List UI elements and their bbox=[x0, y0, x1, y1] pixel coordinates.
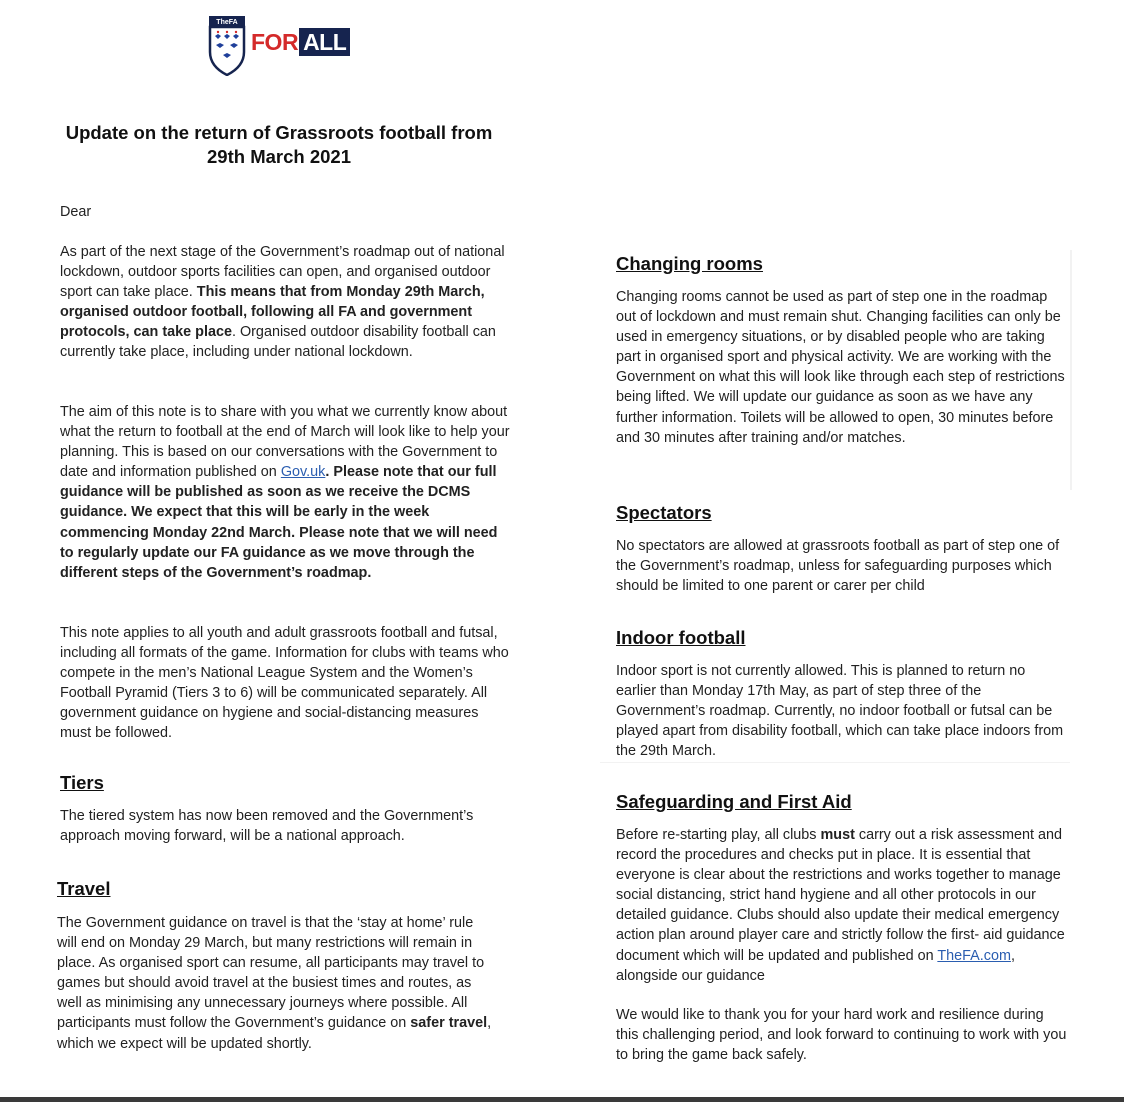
tiers-heading: Tiers bbox=[60, 772, 104, 793]
intro-paragraph-1: As part of the next stage of the Government’s roadmap out of national lockdown, outdoor sports facilities can open, and organised outdoor sport can take place. This means that from Monday 29th March, organised outdoor football, following all FA and government protocols, can take place. Organised outdoor disability football can currently take place, including under national lockdown. bbox=[60, 244, 505, 361]
intro-paragraph-3: This note applies to all youth and adult grassroots football and futsal, including all formats of the game. Information for clubs with teams who compete in the men’s National League System and the Women’s Football Pyramid (Tiers 3 to 6) will be communicated separately. All government guidance on hygiene and social-distancing measures must be followed. bbox=[60, 625, 509, 742]
spectators-heading: Spectators bbox=[616, 502, 712, 523]
redacted-name bbox=[95, 205, 151, 219]
bottom-edge bbox=[0, 1097, 1124, 1102]
fa-for-all-logo bbox=[207, 16, 357, 76]
scan-artifact bbox=[600, 762, 1070, 763]
changing-rooms-heading: Changing rooms bbox=[616, 253, 763, 274]
changing-rooms-body: Changing rooms cannot be used as part of step one in the roadmap out of lockdown and must remain shut. Changing facilities can only be used in emergency situations, or by disabled people who are taking part in organised sport and physical activity. We are working with the Government on what this will look like through each step of restrictions being lifted. We will update our guidance as soon as we have any further information. Toilets will be allowed to open, 30 minutes before and 30 minutes after training and/or matches. bbox=[616, 289, 1065, 446]
for-all-wordmark: FOR ALL bbox=[251, 29, 350, 56]
safeguarding-body: Before re-starting play, all clubs must carry out a risk assessment and record the procedures and checks put in place. It is essential that everyone is clear about the restrictions and works together to manage social distancing, strict hand hygiene and all other protocols in our detailed guidance. Clubs should also update their medical emergency action plan around player care and strictly follow the first- aid guidance document which will be updated and published on TheFA.com, alongside our guidance bbox=[616, 827, 1065, 984]
indoor-football-heading: Indoor football bbox=[616, 627, 746, 648]
travel-body: The Government guidance on travel is that the ‘stay at home’ rule will end on Monday 29 March, but many restrictions will remain in place. As organised sport can resume, all participants may travel to games but should avoid travel at the busiest times and routes, as well as minimising any unnecessary journeys where possible. All participants must follow the Government’s guidance on safer travel, which we expect will be updated shortly. bbox=[57, 915, 492, 1052]
spectators-body: No spectators are allowed at grassroots football as part of step one of the Government’s roadmap, unless for safeguarding purposes which should be limited to one parent or carer per child bbox=[616, 538, 1060, 595]
scan-artifact bbox=[1070, 250, 1072, 490]
safeguarding-heading: Safeguarding and First Aid bbox=[616, 791, 852, 812]
thefa-com-link[interactable]: TheFA.com bbox=[937, 947, 1011, 964]
title-line-2: 29th March 2021 bbox=[207, 146, 351, 167]
closing-paragraph: We would like to thank you for your hard work and resilience during this challenging period, and look forward to continuing to work with you to bring the game back safely. bbox=[616, 1007, 1067, 1064]
title-line-1: Update on the return of Grassroots football from bbox=[65, 122, 493, 143]
gov-uk-link[interactable]: Gov.uk bbox=[280, 464, 326, 481]
intro-paragraph-2: The aim of this note is to share with you what we currently know about what the return to football at the end of March will look like to help your planning. This is based on our conversations with the Government to date and information published on Gov.uk. Please note that our full guidance will be published as soon as we receive the DCMS guidance. We expect that this will be early in the week commencing Monday 22nd March. Please note that we will need to regularly update our FA guidance as we move through the different steps of the Government’s roadmap. bbox=[60, 404, 510, 581]
travel-heading: Travel bbox=[57, 878, 111, 899]
fa-crest-icon bbox=[207, 16, 247, 76]
page-title bbox=[30, 121, 528, 169]
indoor-football-body: Indoor sport is not currently allowed. This is planned to return no earlier than Monday 17th May, as part of step three of the Government’s roadmap. Currently, no indoor football or futsal can be played apart from disability football, which can take place indoors from the 29th March. bbox=[616, 663, 1064, 760]
svg-text:TheFA: TheFA bbox=[216, 19, 238, 26]
tiers-body: The tiered system has now been removed and the Government’s approach moving forward, will be a national approach. bbox=[60, 808, 474, 845]
salutation: Dear bbox=[60, 202, 510, 222]
